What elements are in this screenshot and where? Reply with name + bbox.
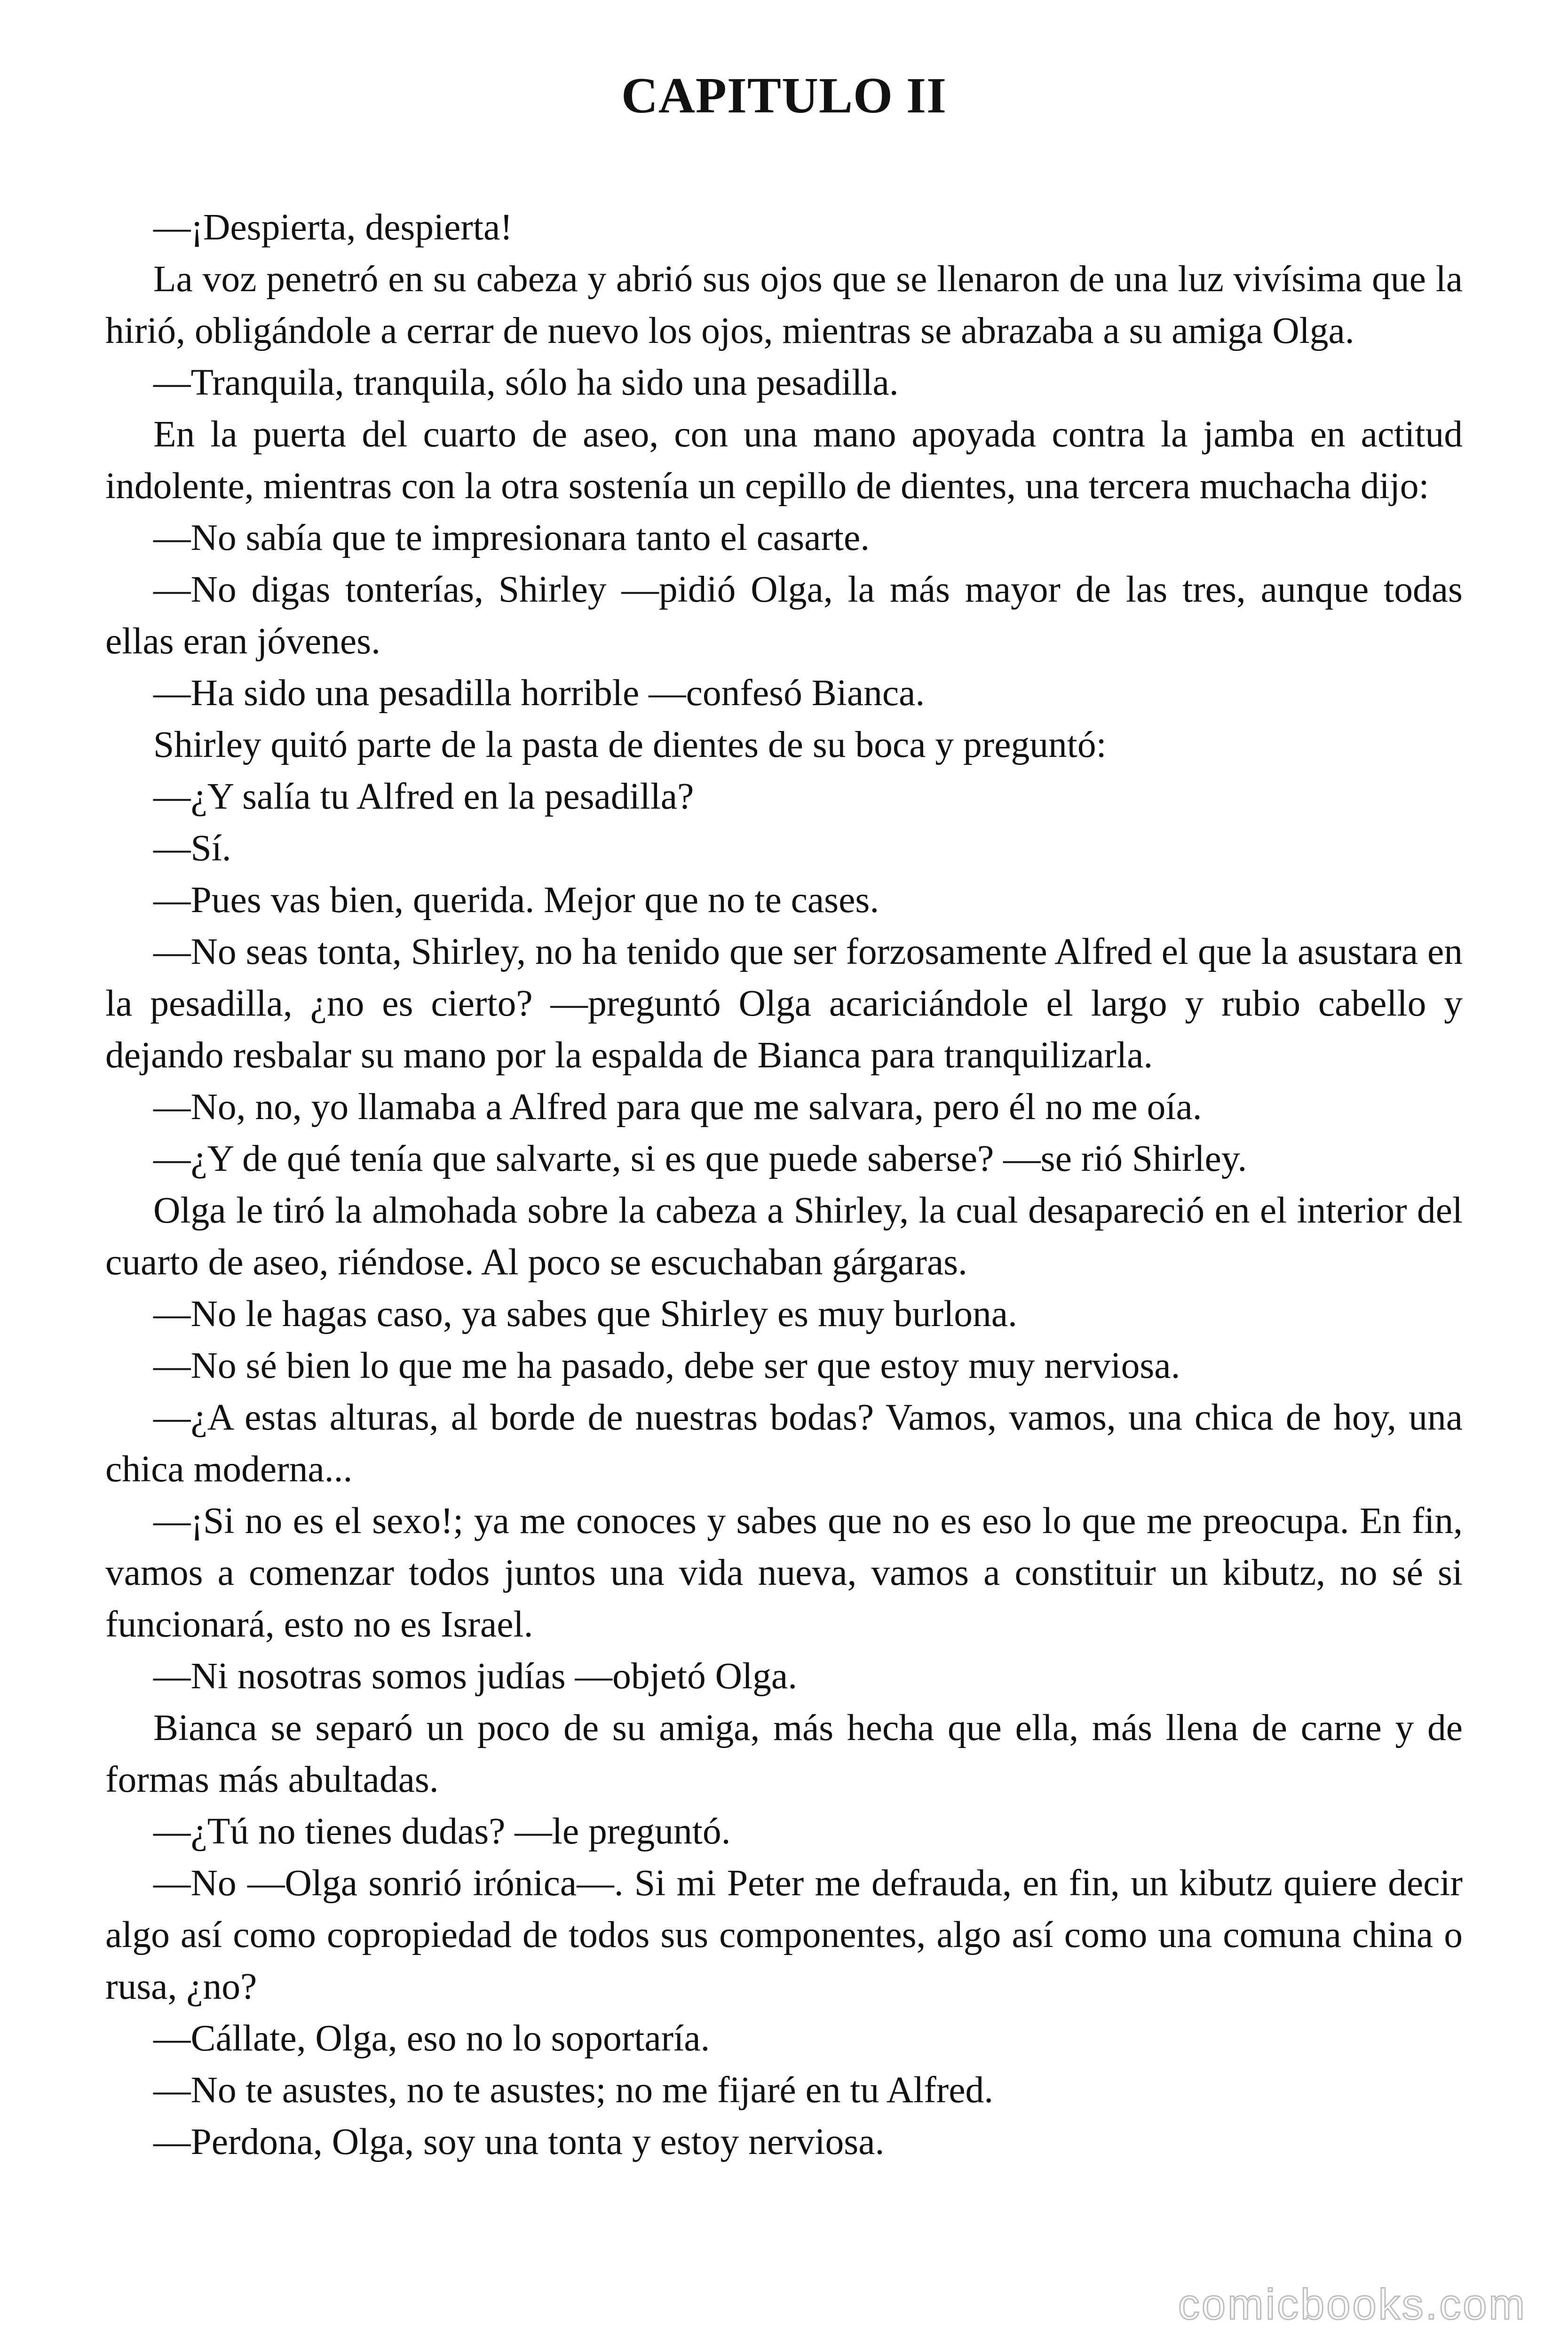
chapter-body [105, 201, 1463, 2168]
book-page [105, 61, 1463, 2168]
paragraph: —Pues vas bien, querida. Mejor que no te cases. [153, 879, 879, 921]
paragraph: —¿Y salía tu Alfred en la pesadilla? [153, 776, 694, 817]
paragraph: —Ha sido una pesadilla horrible —confesó Bianca. [153, 672, 925, 714]
paragraph: —Sí. [153, 827, 231, 869]
paragraph: —No te asustes, no te asustes; no me fijaré en tu Alfred. [153, 2069, 994, 2111]
paragraph: —No sé bien lo que me ha pasado, debe ser que estoy muy nerviosa. [153, 1345, 1180, 1386]
paragraph: —Cállate, Olga, eso no lo soportaría. [153, 2018, 710, 2059]
paragraph: —No seas tonta, Shirley, no ha tenido que ser forzosamente Alfred el que la asustara en la pesadilla, ¿no es cierto? —preguntó Olga acariciándole el largo y rubio cabello y dejando resbalar su mano por la espalda de Bianca para tranquilizarla. [105, 931, 1463, 1076]
paragraph: —Tranquila, tranquila, sólo ha sido una pesadilla. [153, 362, 899, 403]
paragraph: —¡Si no es el sexo!; ya me conoces y sabes que no es eso lo que me preocupa. En fin, vamos a comenzar todos juntos una vida nueva, vamos a constituir un kibutz, no sé si funcionará, esto no es Israel. [105, 1500, 1463, 1645]
watermark: comicbooks.com [1178, 2280, 1527, 2328]
chapter-title: CAPITULO II [621, 68, 947, 124]
paragraph: —No sabía que te impresionara tanto el casarte. [153, 517, 870, 558]
paragraph: —No, no, yo llamaba a Alfred para que me salvara, pero él no me oía. [153, 1086, 1202, 1128]
paragraph: —Ni nosotras somos judías —objetó Olga. [153, 1655, 798, 1697]
paragraph: —No digas tonterías, Shirley —pidió Olga, la más mayor de las tres, aunque todas ellas eran jóvenes. [105, 569, 1463, 662]
paragraph: En la puerta del cuarto de aseo, con una mano apoyada contra la jamba en actitud indolente, mientras con la otra sostenía un cepillo de dientes, una tercera muchacha dijo: [105, 413, 1463, 507]
paragraph: —¡Despierta, despierta! [153, 207, 513, 248]
paragraph: Shirley quitó parte de la pasta de dientes de su boca y preguntó: [153, 724, 1107, 765]
paragraph: —No —Olga sonrió irónica—. Si mi Peter me defrauda, en fin, un kibutz quiere decir algo así como copropiedad de todos sus componentes, algo así como una comuna china o rusa, ¿no? [105, 1862, 1463, 2007]
paragraph: —¿Tú no tienes dudas? —le preguntó. [153, 1811, 731, 1852]
paragraph: —Perdona, Olga, soy una tonta y estoy nerviosa. [153, 2121, 885, 2162]
paragraph: La voz penetró en su cabeza y abrió sus ojos que se llenaron de una luz vivísima que la hirió, obligándole a cerrar de nuevo los ojos, mientras se abrazaba a su amiga Olga. [105, 258, 1463, 351]
paragraph: —¿Y de qué tenía que salvarte, si es que puede saberse? —se rió Shirley. [153, 1138, 1247, 1179]
paragraph: Bianca se separó un poco de su amiga, más hecha que ella, más llena de carne y de formas más abultadas. [105, 1707, 1463, 1800]
paragraph: —No le hagas caso, ya sabes que Shirley es muy burlona. [153, 1293, 1017, 1335]
paragraph: Olga le tiró la almohada sobre la cabeza a Shirley, la cual desapareció en el interior del cuarto de aseo, riéndose. Al poco se escuchaban gárgaras. [105, 1190, 1463, 1283]
paragraph: —¿A estas alturas, al borde de nuestras bodas? Vamos, vamos, una chica de hoy, una chica moderna... [105, 1397, 1463, 1490]
